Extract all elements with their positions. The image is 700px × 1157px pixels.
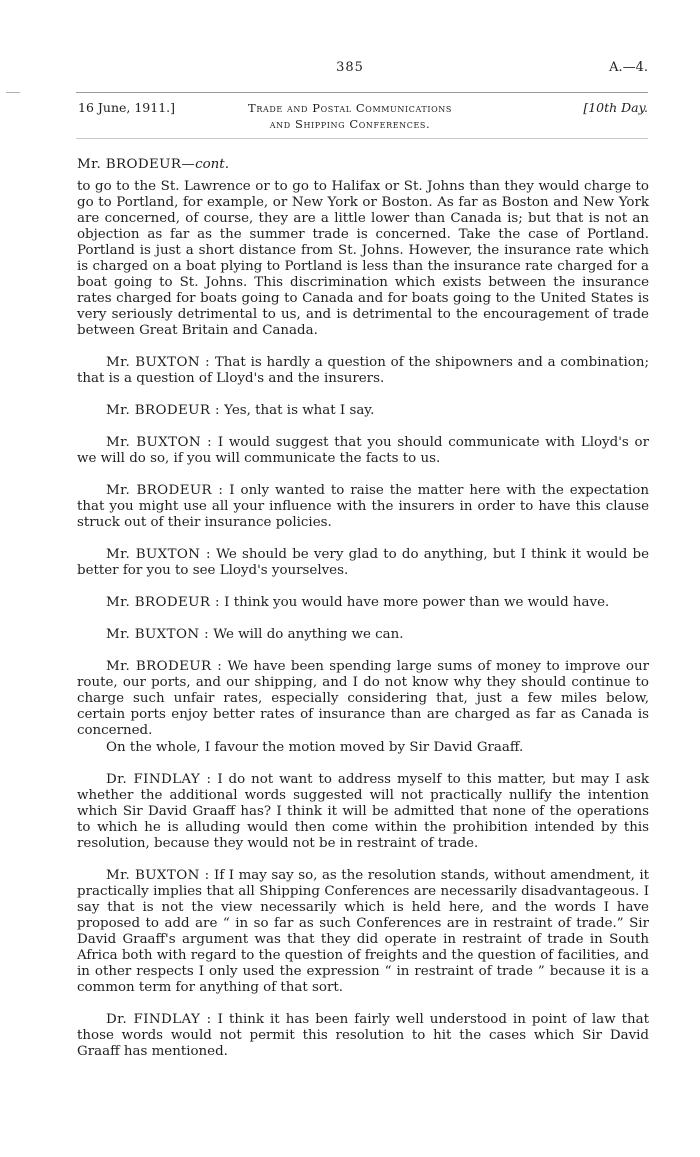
speech-text: We have been spending large sums of money to improve our route, our ports, and our shipping, and I do not know why they should continue to charge such unfair rates, especially considering that, just a few miles below, certain ports enjoy better rates of insurance than are charged as far as Canada is concerned. [77, 659, 649, 738]
continued-paragraph: to go to the St. Lawrence or to go to Halifax or St. Johns than they would charge to go to Portland, for example, or New York or Boston. As far as Boston and New York are concerned, of course, they are a little lower than Canada is; but that is not an objection as far as the summer trade is concerned. Take the case of Portland. Portland is just a short distance from St. Johns. However, the insurance rate which is charged on a boat plying to Portland is less than the insurance rate charged for a boat going to St. Johns. This discrimination which exists between the insurance rates charged for boats going to Canada and for boats going to the United States is very seriously detrimental to us, and is detrimental to the encouragement of trade between Great Britain and Canada. [77, 179, 649, 338]
page-number: 385 [336, 60, 364, 75]
speech-text: We will do anything we can. [213, 627, 404, 642]
speech-paragraph-continued [77, 740, 649, 756]
speech-text: I would suggest that you should communicate with Lloyd's or we will do so, if you will communicate the facts to us. [77, 435, 649, 466]
speaker-name: Dr. FINDLAY : [106, 772, 212, 787]
speech-paragraph [77, 868, 649, 996]
speech-paragraph [77, 627, 649, 643]
speech-text: If I may say so, as the resolution stands, without amendment, it practically implies that all Shipping Conferences are necessarily disadvantageous. I say that is not the view necessarily which is held here, and the words I have proposed to add are “ in so far as such Conferences are in restraint of trade.” Sir David Graaff's argument was that they did operate in restraint of trade in South Africa both with regard to the question of freights and the question of facilities, and in other respects I only used the expression “ in restraint of trade ” because it is a common term for anything of that sort. [77, 868, 649, 995]
speaker-name: Mr. BUXTON : [106, 355, 211, 370]
transcript-body [77, 157, 649, 1060]
speech-paragraph [77, 595, 649, 611]
speaker-name: Mr. BRODEUR : [106, 595, 220, 610]
running-title [200, 100, 500, 132]
speech-text: I only wanted to raise the matter here with the expectation that you might use all your influence with the insurers in order to have this clause struck out of their insurance policies. [77, 483, 649, 530]
speech-paragraph [77, 435, 649, 467]
speech-paragraph [77, 355, 649, 387]
margin-mark [6, 92, 20, 93]
speech-text: Yes, that is what I say. [224, 403, 375, 418]
header-date [78, 100, 175, 115]
speaker-name: Mr. BUXTON : [106, 435, 213, 450]
document-reference: A.—4. [609, 60, 648, 75]
speech-text: We should be very glad to do anything, but I think it would be better for you to see Lloyd's yourselves. [77, 547, 649, 578]
speech-text: I think it has been fairly well understood in point of law that those words would not permit this resolution to hit the cases which Sir David Graaff has mentioned. [77, 1012, 649, 1059]
running-title-line-1: Trade and Postal Communications [248, 101, 452, 115]
speech-paragraph [77, 1012, 649, 1060]
top-rule [76, 92, 648, 93]
speaker-name: Mr. BRODEUR : [106, 403, 220, 418]
speech-text: On the whole, I favour the motion moved by Sir David Graaff. [106, 740, 524, 755]
speaker-name: Mr. BRODEUR : [106, 483, 224, 498]
running-title-line-2: and Shipping Conferences. [269, 117, 431, 131]
speech-paragraph [77, 659, 649, 739]
speech-text: I think you would have more power than we would have. [224, 595, 610, 610]
continued-suffix: cont. [195, 157, 229, 172]
speech-paragraph [77, 403, 649, 419]
speaker-name: Mr. BRODEUR : [106, 659, 223, 674]
speech-paragraph [77, 483, 649, 531]
speech-text: That is hardly a question of the shipowners and a combination; that is a question of Lloyd's and the insurers. [77, 355, 649, 386]
speaker-name: Mr. BUXTON : [106, 627, 210, 642]
speaker-name: Mr. BUXTON : [106, 868, 210, 883]
continued-speaker [77, 157, 649, 173]
speech-text: I do not want to address myself to this matter, but may I ask whether the additional words suggested will not practically nullify the intention which Sir David Graaff has? I think it will be admitted that none of the operations to which he is alluding would then come within the prohibition intended by this resolution, because they would not be in restraint of trade. [77, 772, 649, 851]
speech-paragraph [77, 772, 649, 852]
header-date-text: 16 June, 1911.] [78, 100, 175, 115]
continued-speaker-name: Mr. BRODEUR— [77, 157, 196, 172]
header-rule [76, 138, 648, 139]
speaker-name: Dr. FINDLAY : [106, 1012, 212, 1027]
header-day: [10th Day. [583, 100, 648, 115]
speaker-name: Mr. BUXTON : [106, 547, 211, 562]
speech-paragraph [77, 547, 649, 579]
